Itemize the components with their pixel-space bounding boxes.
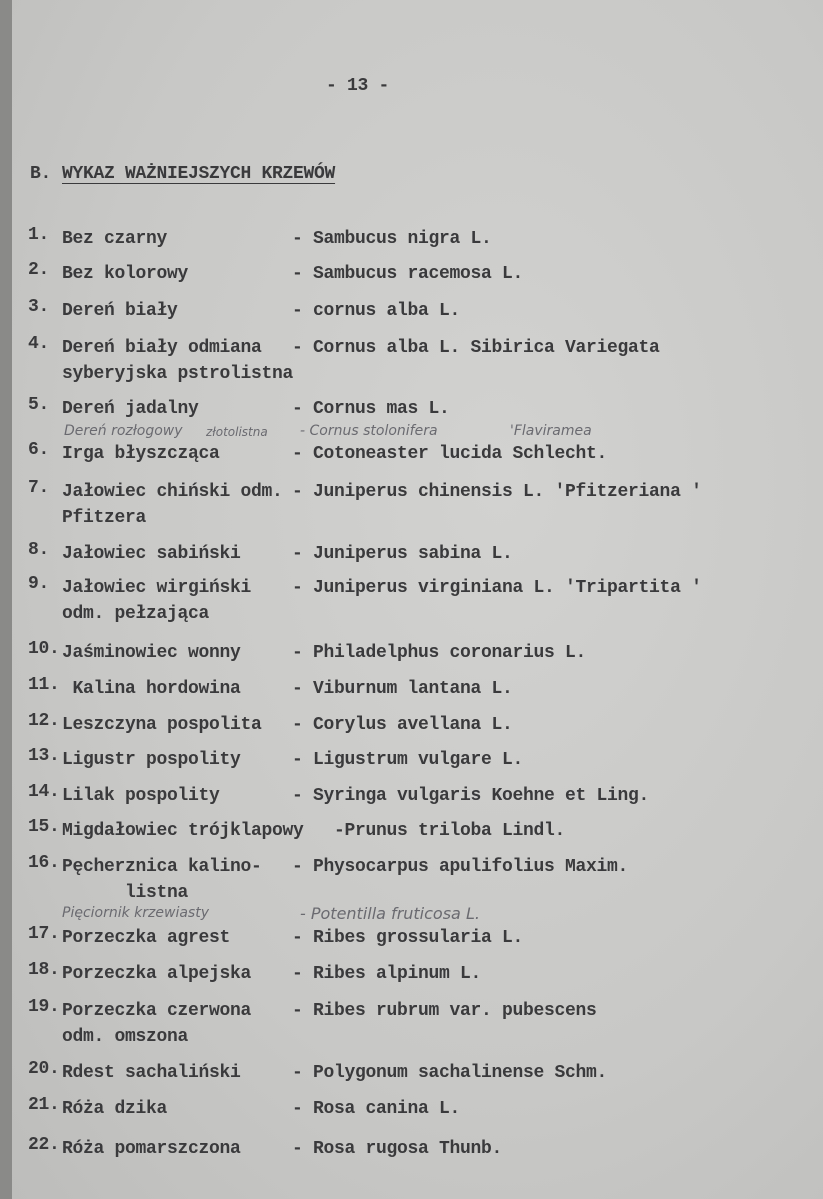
item-number: 11. [28,675,60,695]
polish-name: Kalina hordowina [62,679,241,699]
latin-name: - Juniperus chinensis L. 'Pfitzeriana ' [292,482,702,502]
latin-name: - cornus alba L. [292,301,461,321]
item-number: 17. [28,924,60,944]
polish-name: Pęcherznica kalino- [62,857,262,877]
item-number: 12. [28,711,60,731]
handwritten-note: Dereń rozłogowy [64,423,183,439]
polish-name: Porzeczka czerwona [62,1001,252,1021]
item-number: 7. [28,478,50,498]
item-number: 21. [28,1095,60,1115]
polish-name: Jaśminowiec wonny [62,643,241,663]
polish-name: Bez czarny [62,229,168,249]
polish-name: Jałowiec wirgiński [62,578,252,598]
polish-name: odm. omszona [62,1027,189,1047]
item-number: 10. [28,639,60,659]
latin-name: - Ribes grossularia L. [292,928,524,948]
polish-name: Irga błyszcząca [62,444,220,464]
polish-name: Jałowiec sabiński [62,544,241,564]
polish-name: Rdest sachaliński [62,1063,241,1083]
item-number: 6. [28,440,50,460]
polish-name: Róża pomarszczona [62,1139,241,1159]
latin-name: - Syringa vulgaris Koehne et Ling. [292,786,650,806]
polish-name: Dereń biały odmiana [62,338,262,358]
item-number: 4. [28,334,50,354]
latin-name: - Rosa canina L. [292,1099,461,1119]
polish-name: Dereń biały [62,301,178,321]
latin-name: - Polygonum sachalinense Schm. [292,1063,608,1083]
section-letter: B. [30,164,52,184]
polish-name: Porzeczka alpejska [62,964,252,984]
latin-name: - Juniperus sabina L. [292,544,513,564]
polish-name: Róża dzika [62,1099,168,1119]
item-number: 9. [28,574,50,594]
latin-name: - Ribes rubrum var. pubescens [292,1001,597,1021]
item-number: 15. [28,817,60,837]
latin-name: - Corylus avellana L. [292,715,513,735]
item-number: 8. [28,540,50,560]
polish-name: Lilak pospolity [62,786,220,806]
latin-name: - Ligustrum vulgare L. [292,750,524,770]
latin-name: - Physocarpus apulifolius Maxim. [292,857,629,877]
polish-name: Jałowiec chiński odm. [62,482,283,502]
item-number: 1. [28,225,50,245]
polish-name: listna [62,883,189,903]
latin-name: - Cotoneaster lucida Schlecht. [292,444,608,464]
polish-name: odm. pełzająca [62,604,210,624]
polish-name: syberyjska pstrolistna [62,364,294,384]
handwritten-note: złotolistna [206,425,268,439]
polish-name: Pfitzera [62,508,147,528]
item-number: 16. [28,853,60,873]
latin-name: - Sambucus racemosa L. [292,264,524,284]
item-number: 2. [28,260,50,280]
polish-name: Ligustr pospolity [62,750,241,770]
item-number: 19. [28,997,60,1017]
item-number: 3. [28,297,50,317]
latin-name: - Rosa rugosa Thunb. [292,1139,503,1159]
section-title: WYKAZ WAŻNIEJSZYCH KRZEWÓW [62,164,336,184]
handwritten-note: Pięciornik krzewiasty [62,905,209,921]
polish-name: Bez kolorowy [62,264,189,284]
handwritten-note: 'Flaviramea [510,423,592,439]
latin-name: - Cornus mas L. [292,399,450,419]
handwritten-note: - Cornus stolonifera [300,423,438,439]
page-edge [0,0,12,1199]
handwritten-note: - Potentilla fruticosa L. [300,904,480,923]
latin-name: - Viburnum lantana L. [292,679,513,699]
polish-name: Leszczyna pospolita [62,715,262,735]
item-number: 20. [28,1059,60,1079]
polish-name: Migdałowiec trójklapowy [62,821,304,841]
latin-name: -Prunus triloba Lindl. [334,821,566,841]
latin-name: - Sambucus nigra L. [292,229,492,249]
item-number: 5. [28,395,50,415]
latin-name: - Juniperus virginiana L. 'Tripartita ' [292,578,702,598]
polish-name: Porzeczka agrest [62,928,231,948]
item-number: 22. [28,1135,60,1155]
item-number: 13. [28,746,60,766]
page-number: - 13 - [326,76,390,96]
latin-name: - Cornus alba L. Sibirica Variegata [292,338,660,358]
polish-name: Dereń jadalny [62,399,199,419]
latin-name: - Philadelphus coronarius L. [292,643,587,663]
latin-name: - Ribes alpinum L. [292,964,482,984]
item-number: 14. [28,782,60,802]
item-number: 18. [28,960,60,980]
